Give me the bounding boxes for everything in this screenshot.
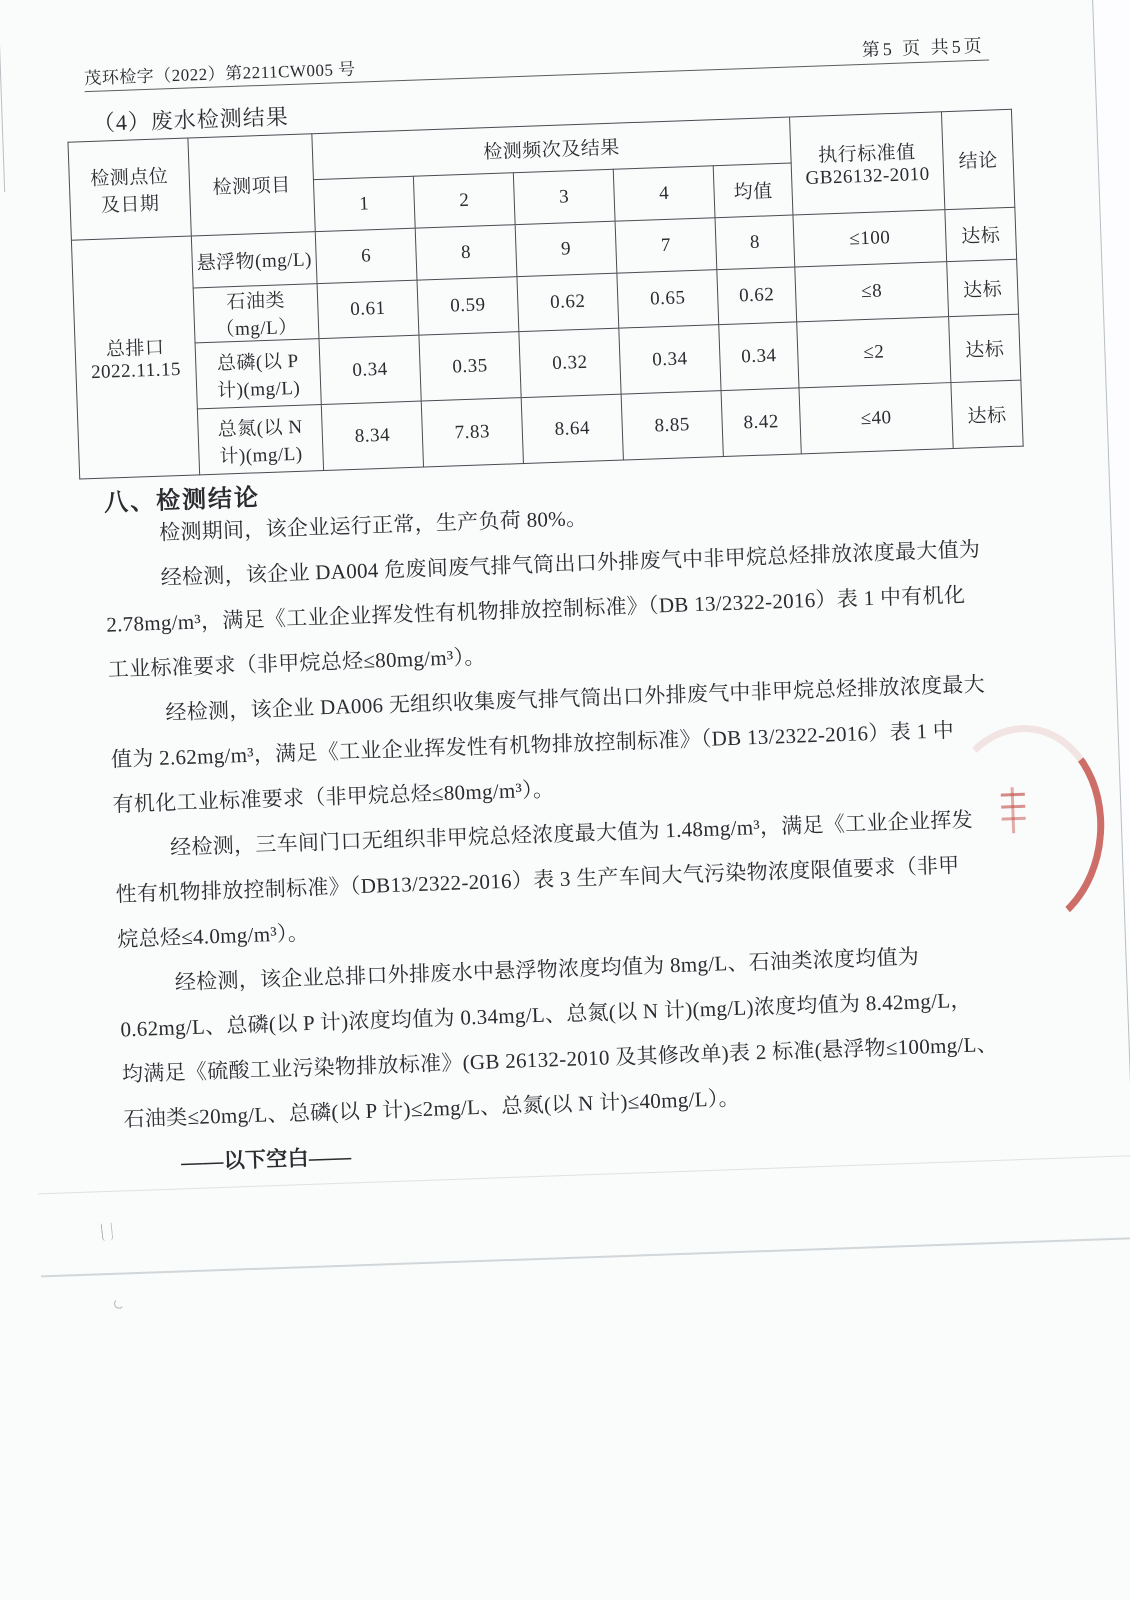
cell-value: 0.62 xyxy=(517,273,619,331)
cell-conclusion: 达标 xyxy=(951,380,1023,448)
scan-artifact xyxy=(114,1299,124,1309)
header-cell-mean: 均值 xyxy=(713,163,793,218)
document-code: 茂环检字（2022）第2211CW005 号 xyxy=(83,59,356,89)
scan-artifact xyxy=(41,1236,1130,1277)
scan-artifact xyxy=(0,0,5,192)
body-line: 经检测，三车间门口无组织非甲烷总烃浓度最大值为 1.48mg/m³，满足《工业企业挥发 xyxy=(169,807,974,860)
body-line: 石油类≤20mg/L、总磷(以 P 计)≤2mg/L、总氮(以 N 计)≤40mg/L）。 xyxy=(123,1085,741,1132)
header-cell-run3: 3 xyxy=(513,169,615,224)
cell-standard: ≤2 xyxy=(797,317,951,388)
header-cell-frequency-group: 检测频次及结果 xyxy=(312,117,791,180)
header-cell-run2: 2 xyxy=(413,173,515,228)
scan-artifact xyxy=(101,1223,114,1242)
header-cell-conclusion: 结论 xyxy=(941,109,1014,209)
cell-value: 8.85 xyxy=(621,391,723,460)
body-line: 经检测，该企业 DA006 无组织收集废气排气筒出口外排废气中非甲烷总烃排放浓度最大 xyxy=(165,672,986,725)
cell-value: 0.32 xyxy=(519,328,621,397)
cell-conclusion: 达标 xyxy=(945,207,1017,261)
header-cell-run1: 1 xyxy=(313,176,415,231)
body-line: 有机化工业标准要求（非甲烷总烃≤80mg/m³）。 xyxy=(112,777,555,817)
cell-item: 总氮(以 N 计)(mg/L) xyxy=(197,405,323,475)
cell-mean: 0.62 xyxy=(717,267,797,325)
cell-value: 7.83 xyxy=(421,398,523,467)
body-line: 检测期间，该企业运行正常，生产负荷 80%。 xyxy=(158,505,588,545)
section-heading: 八、检测结论 xyxy=(103,485,261,517)
body-line: 经检测，该企业 DA004 危废间废气排气筒出口外排废气中非甲烷总烃排放浓度最大值为 xyxy=(160,537,981,590)
cell-mean: 8.42 xyxy=(721,388,801,457)
header-cell-item: 检测项目 xyxy=(188,134,315,236)
body-line: 烷总烃≤4.0mg/m³）。 xyxy=(116,920,310,952)
cell-standard: ≤8 xyxy=(795,262,949,322)
cell-value: 0.35 xyxy=(419,332,521,401)
results-table xyxy=(67,109,1023,480)
cell-location: 总排口 2022.11.15 xyxy=(71,236,199,479)
cell-standard: ≤100 xyxy=(793,210,947,267)
header-cell-run4: 4 xyxy=(613,166,715,221)
cell-value: 0.34 xyxy=(319,335,421,404)
body-line: 均满足《硫酸工业污染物排放标准》(GB 26132-2010 及其修改单)表 2 标准(悬浮物≤100mg/L、 xyxy=(121,1031,999,1087)
cell-value: 0.59 xyxy=(417,277,519,335)
cell-conclusion: 达标 xyxy=(947,259,1019,316)
cell-value: 8 xyxy=(415,225,517,280)
cell-item: 石油类（mg/L） xyxy=(193,284,319,343)
cell-item: 总磷(以 P 计)(mg/L) xyxy=(195,339,321,409)
header-cell-standard: 执行标准值 GB26132-2010 xyxy=(790,112,945,215)
body-line: 值为 2.62mg/m³，满足《工业企业挥发性有机物排放控制标准》（DB 13/2322-2016）表 1 中 xyxy=(110,718,955,772)
conclusion-paragraph xyxy=(118,928,1104,1142)
cell-standard: ≤40 xyxy=(799,383,953,454)
table-title: （4）废水检测结果 xyxy=(92,104,290,136)
cell-item: 悬浮物(mg/L) xyxy=(191,232,317,288)
body-line: 0.62mg/L、总磷(以 P 计)浓度均值为 0.34mg/L、总氮(以 N 计)(mg/L)浓度均值为 8.42mg/L， xyxy=(120,987,973,1042)
body-line: 工业标准要求（非甲烷总烃≤80mg/m³）。 xyxy=(107,644,487,682)
cell-mean: 0.34 xyxy=(719,322,799,391)
body-line: 经检测，该企业总排口外排废水中悬浮物浓度均值为 8mg/L、石油类浓度均值为 xyxy=(174,944,920,995)
cell-value: 0.34 xyxy=(619,325,721,394)
cell-value: 6 xyxy=(315,228,417,283)
blank-below-marker: ——以下空白—— xyxy=(180,1144,352,1175)
cell-value: 0.65 xyxy=(617,270,719,328)
body-line: 性有机物排放控制标准》（DB13/2322-2016）表 3 生产车间大气污染物浓度限值要求（非甲 xyxy=(115,853,960,907)
body-line: 2.78mg/m³，满足《工业企业挥发性有机物排放控制标准》（DB 13/2322-2016）表 1 中有机化 xyxy=(105,582,966,637)
page-header xyxy=(84,32,989,93)
cell-value: 8.64 xyxy=(521,394,623,463)
cell-mean: 8 xyxy=(715,215,795,270)
cell-conclusion: 达标 xyxy=(949,314,1021,382)
cell-value: 9 xyxy=(515,221,617,276)
page-indicator: 第5 页 共5页 xyxy=(861,35,986,60)
header-cell-location: 检测点位 及日期 xyxy=(68,138,191,240)
cell-value: 8.34 xyxy=(321,401,423,470)
cell-value: 0.61 xyxy=(317,280,419,338)
cell-value: 7 xyxy=(615,218,717,273)
